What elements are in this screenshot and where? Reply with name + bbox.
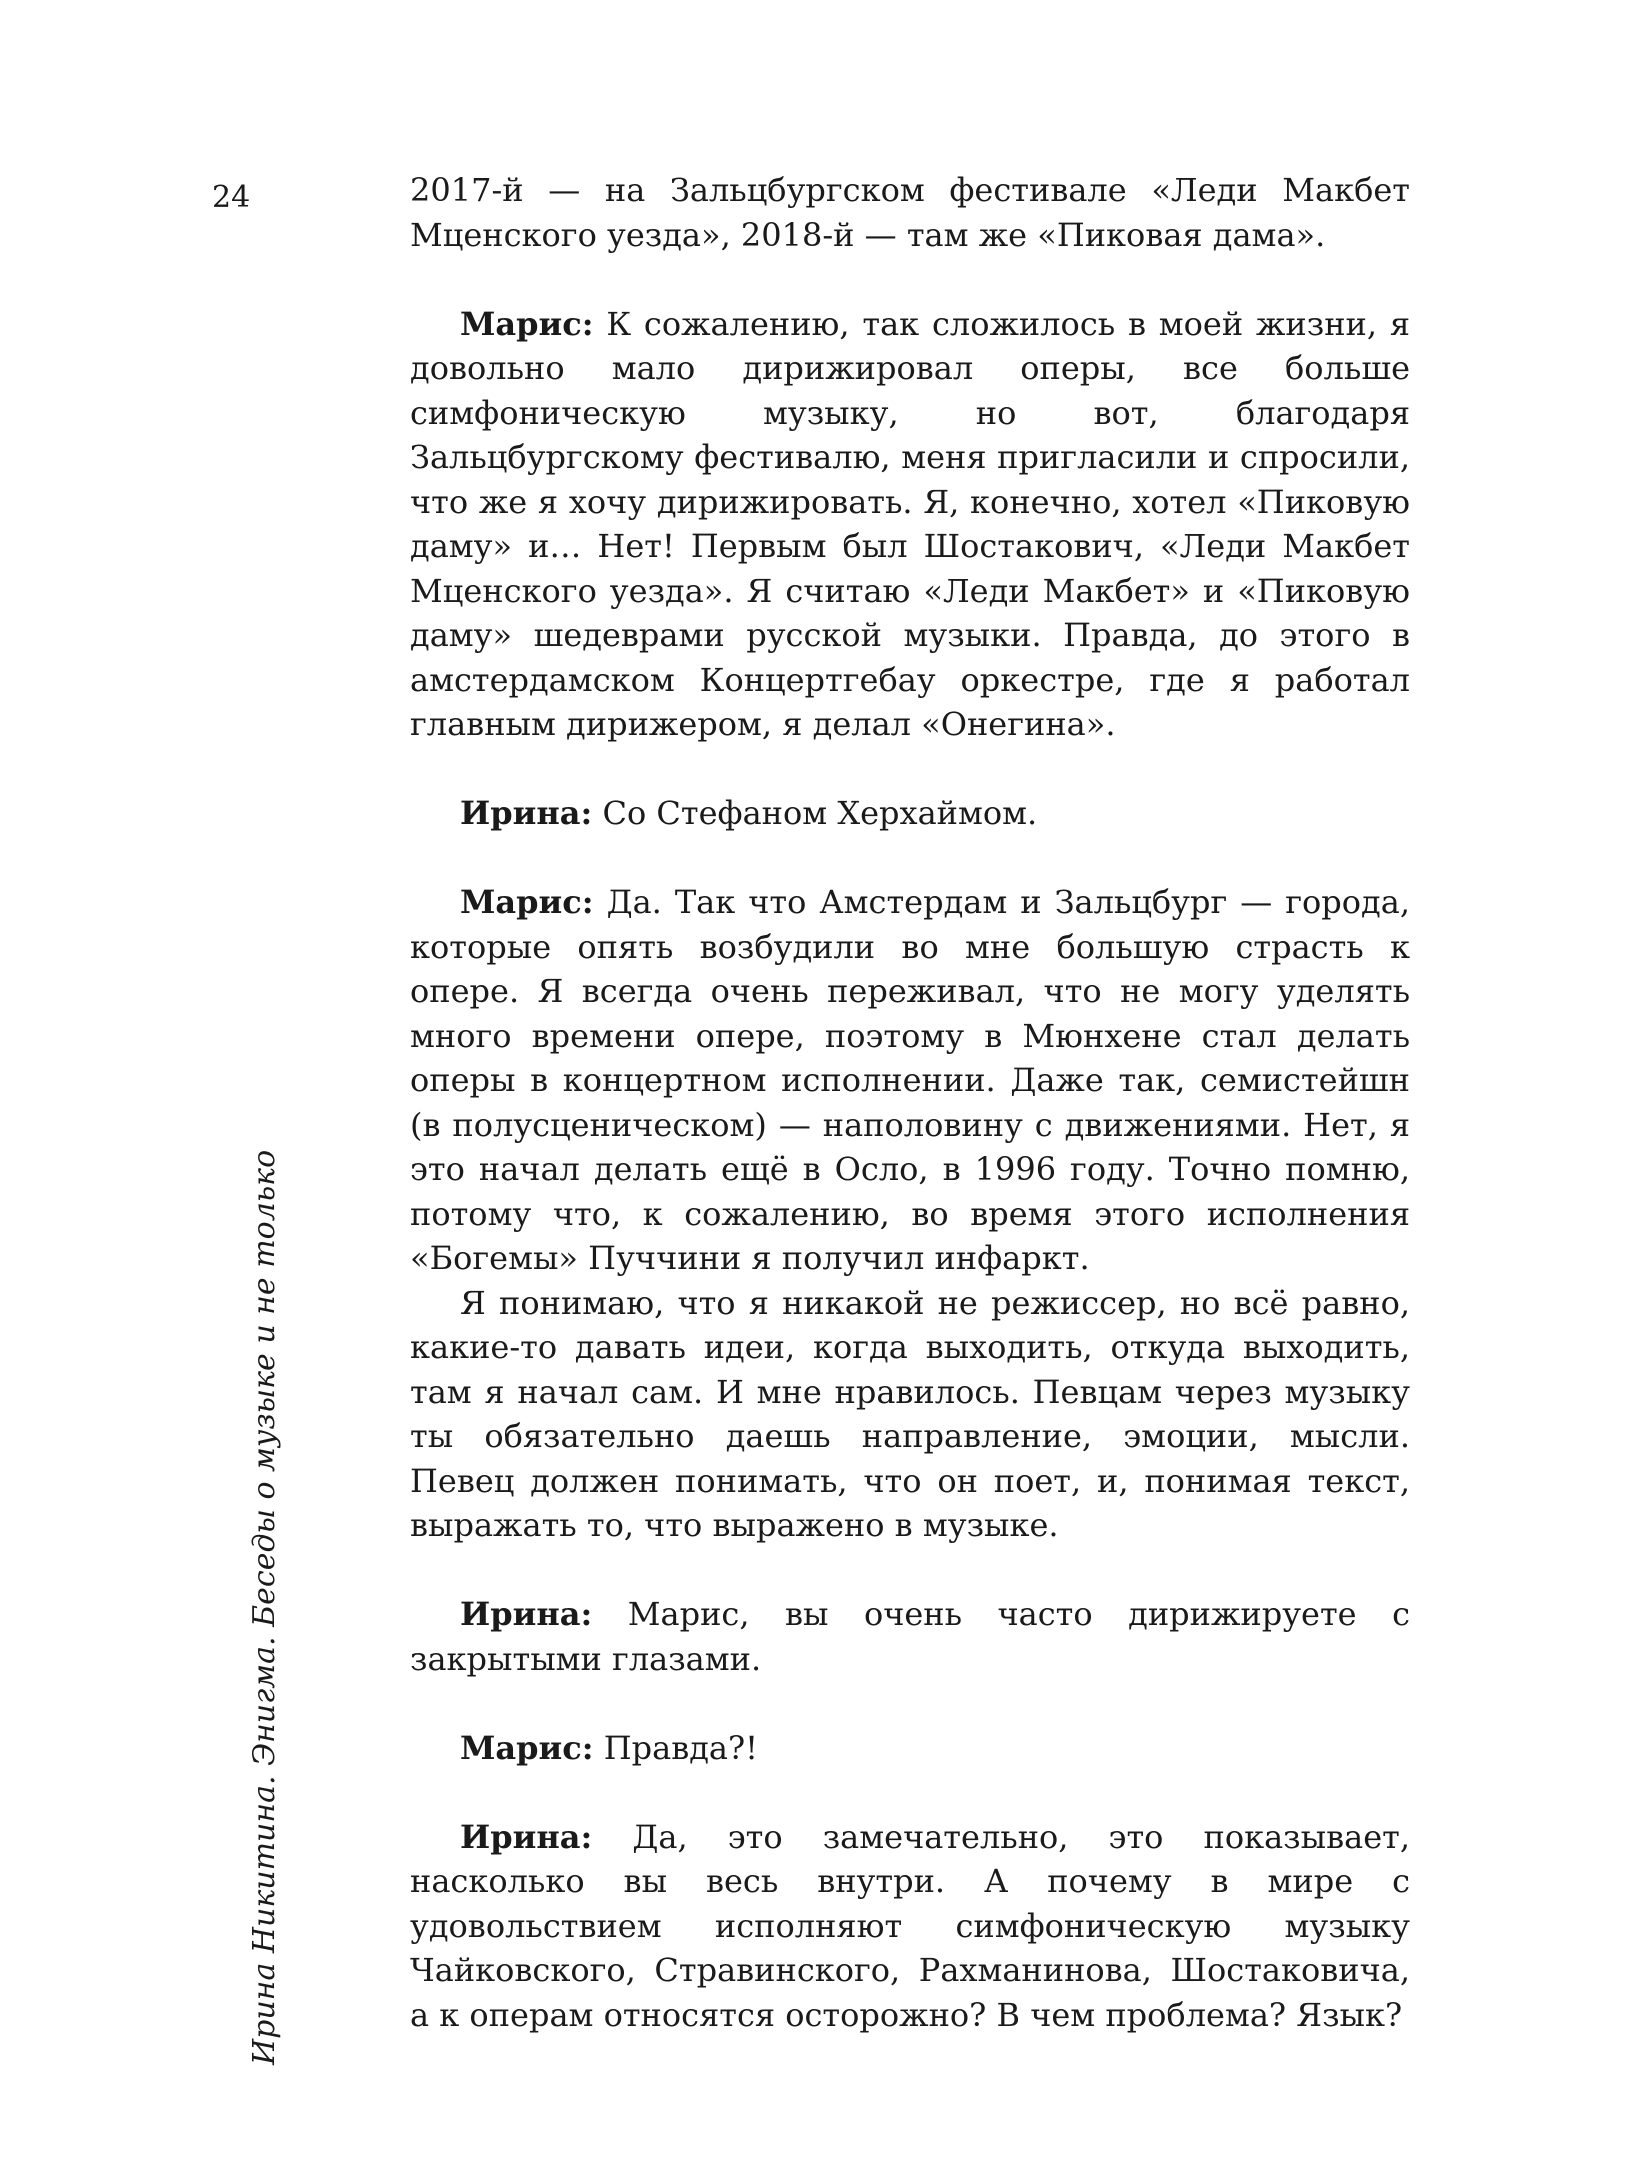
page-number: 24 — [212, 180, 251, 215]
paragraph-maris-3 — [410, 1726, 1410, 1771]
speaker-label: Ирина: — [460, 1595, 593, 1633]
paragraph-text: Правда?! — [593, 1728, 759, 1767]
speaker-label: Марис: — [460, 304, 594, 343]
speaker-label: Ирина: — [460, 1817, 593, 1856]
paragraph-text: Да. Так что Амстердам и Зальцбург — города, которые опять возбудили во мне большую страсть к опере. Я всегда очень переживал, что не могу уделять много времени опере, поэтому в Мюнхене стал делать оперы в концертном исполнении. Даже так, семистейшн (в полусценическом) — наполовину с движениями. Нет, я это начал делать ещё в Осло, в 1996 году. Точно помню, потому что, к сожалению, во время этого исполнения «Богемы» Пуччини я получил инфаркт. — [410, 883, 1410, 1277]
running-title: Ирина Никитина. Энигма. Беседы о музыке и не только — [247, 1149, 282, 2065]
paragraph-maris-2 — [410, 880, 1410, 1281]
paragraph-text: 2017-й — на Зальцбургском фестивале «Леди Макбет Мценского уезда», 2018-й — там же «Пиковая дама». — [410, 171, 1410, 254]
paragraph-intro — [410, 168, 1410, 257]
paragraph-maris-2-continued — [410, 1281, 1410, 1548]
speaker-label: Марис: — [460, 1728, 594, 1767]
paragraph-maris-1 — [410, 302, 1410, 747]
paragraph-text: Марис, вы очень часто дирижируете с закрытыми глазами. — [410, 1595, 1410, 1678]
text-column — [410, 168, 1410, 2037]
speaker-label: Марис: — [460, 883, 594, 921]
paragraph-text: Я понимаю, что я никакой не режиссер, но всё равно, какие-то давать идеи, когда выходить, откуда выходить, там я начал сам. И мне нравилось. Певцам через музыку ты обязательно даешь направление, эмоции, мысли. Певец должен понимать, что он поет, и, понимая текст, выражать то, что выражено в музыке. — [410, 1283, 1410, 1544]
paragraph-text: Со Стефаном Херхаймом. — [592, 794, 1038, 832]
speaker-label: Ирина: — [460, 794, 593, 832]
paragraph-irina-3 — [410, 1815, 1410, 2038]
paragraph-irina-1 — [410, 791, 1410, 836]
paragraph-irina-2 — [410, 1592, 1410, 1681]
paragraph-text: К сожалению, так сложилось в моей жизни, я довольно мало дирижировал оперы, все больше симфоническую музыку, но вот, благодаря Зальцбургскому фестивалю, меня пригласили и спросили, что же я хочу дирижировать. Я, конечно, хотел «Пиковую даму» и… Нет! Первым был Шостакович, «Леди Макбет Мценского уезда». Я считаю «Леди Макбет» и «Пиковую даму» шедеврами русской музыки. Правда, до этого в амстердамском Концертгебау оркестре, где я работал главным дирижером, я делал «Онегина». — [410, 304, 1410, 743]
paragraph-text: Да, это замечательно, это показывает, насколько вы весь внутри. А почему в мире с удовольствием исполняют симфоническую музыку Чайковского, Стравинского, Рахманинова, Шостаковича, а к операм относятся осторожно? В чем проблема? Язык? — [410, 1817, 1410, 2034]
